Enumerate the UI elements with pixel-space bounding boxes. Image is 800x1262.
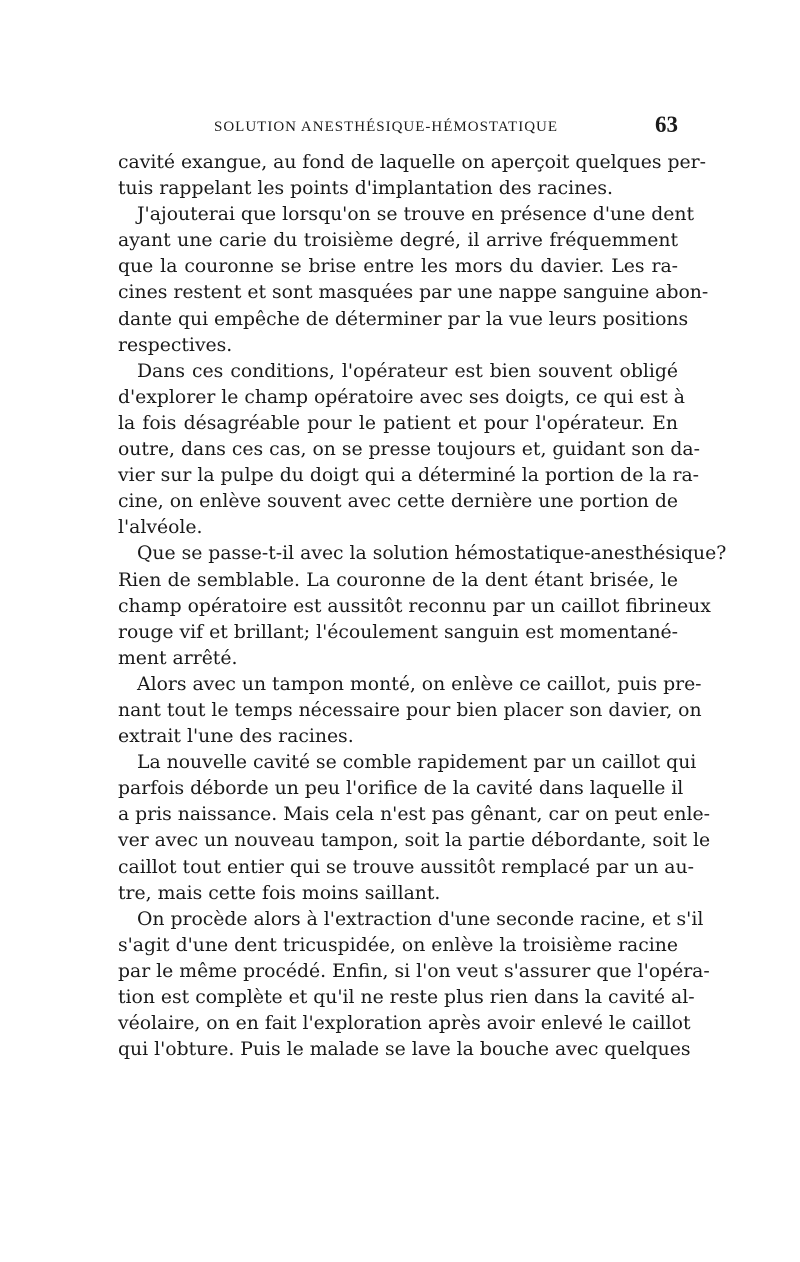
text-line: outre, dans ces cas, on se presse toujours et, guidant son da- xyxy=(118,439,700,461)
paragraph xyxy=(118,750,711,907)
text-line: ayant une carie du troisième degré, il arrive fréquemment xyxy=(118,230,678,252)
body-text xyxy=(118,150,727,1063)
text-line: la fois désagréable pour le patient et pour l'opérateur. En xyxy=(118,412,678,434)
text-line: La nouvelle cavité se comble rapidement par un caillot qui xyxy=(137,752,697,774)
text-line: parfois déborde un peu l'orifice de la cavité dans laquelle il xyxy=(118,778,684,800)
text-line: champ opératoire est aussitôt reconnu par un caillot fibrineux xyxy=(118,595,711,617)
text-line: par le même procédé. Enfin, si l'on veut s'assurer que l'opéra- xyxy=(118,960,710,982)
text-line: l'alvéole. xyxy=(118,517,203,539)
text-line: Dans ces conditions, l'opérateur est bien souvent obligé xyxy=(137,360,678,382)
page-header xyxy=(118,112,678,142)
text-line: s'agit d'une dent tricuspidée, on enlève la troisième racine xyxy=(118,934,678,956)
text-line: cavité exangue, au fond de laquelle on aperçoit quelques per- xyxy=(118,152,706,173)
paragraph xyxy=(118,150,706,202)
text-line: cines restent et sont masquées par une nappe sanguine abon- xyxy=(118,282,709,304)
text-line: a pris naissance. Mais cela n'est pas gênant, car on peut enle- xyxy=(118,804,710,826)
paragraph xyxy=(118,672,702,750)
text-line: ver avec un nouveau tampon, soit la partie débordante, soit le xyxy=(118,830,711,852)
text-line: tion est complète et qu'il ne reste plus rien dans la cavité al- xyxy=(118,987,695,1008)
text-line: Alors avec un tampon monté, on enlève ce caillot, puis pre- xyxy=(137,673,702,695)
paragraph xyxy=(118,202,709,359)
text-line: dante qui empêche de déterminer par la vue leurs positions xyxy=(118,308,689,330)
paragraph xyxy=(118,541,727,671)
text-line: cine, on enlève souvent avec cette dernière une portion de xyxy=(118,491,678,513)
running-head: SOLUTION ANESTHÉSIQUE-HÉMOSTATIQUE xyxy=(214,119,559,135)
text-line: rouge vif et brillant; l'écoulement sanguin est momentané- xyxy=(118,621,678,643)
text-line: caillot tout entier qui se trouve aussitôt remplacé par un au- xyxy=(118,856,694,878)
text-line: J'ajouterai que lorsqu'on se trouve en présence d'une dent xyxy=(137,204,695,226)
text-line: tuis rappelant les points d'implantation des racines. xyxy=(118,178,613,200)
text-line: véolaire, on en fait l'exploration après avoir enlevé le caillot xyxy=(118,1013,691,1035)
text-line: qui l'obture. Puis le malade se lave la bouche avec quelques xyxy=(118,1039,691,1061)
text-line: respectives. xyxy=(118,334,233,356)
text-line: On procède alors à l'extraction d'une seconde racine, et s'il xyxy=(137,908,704,930)
text-line: nant tout le temps nécessaire pour bien placer son davier, on xyxy=(118,699,702,721)
text-line: ment arrêté. xyxy=(118,647,238,669)
text-line: vier sur la pulpe du doigt qui a déterminé la portion de la ra- xyxy=(118,465,699,487)
text-line: extrait l'une des racines. xyxy=(118,726,354,748)
text-line: d'explorer le champ opératoire avec ses doigts, ce qui est à xyxy=(118,386,685,408)
text-line: tre, mais cette fois moins saillant. xyxy=(118,882,441,904)
paragraph xyxy=(118,359,700,542)
text-line: Rien de semblable. La couronne de la dent étant brisée, le xyxy=(118,569,678,591)
paragraph xyxy=(118,907,710,1064)
page-number: 63 xyxy=(655,112,678,137)
text-line: Que se passe-t-il avec la solution hémostatique-anesthésique? xyxy=(137,543,727,565)
text-line: que la couronne se brise entre les mors du davier. Les ra- xyxy=(118,256,678,278)
